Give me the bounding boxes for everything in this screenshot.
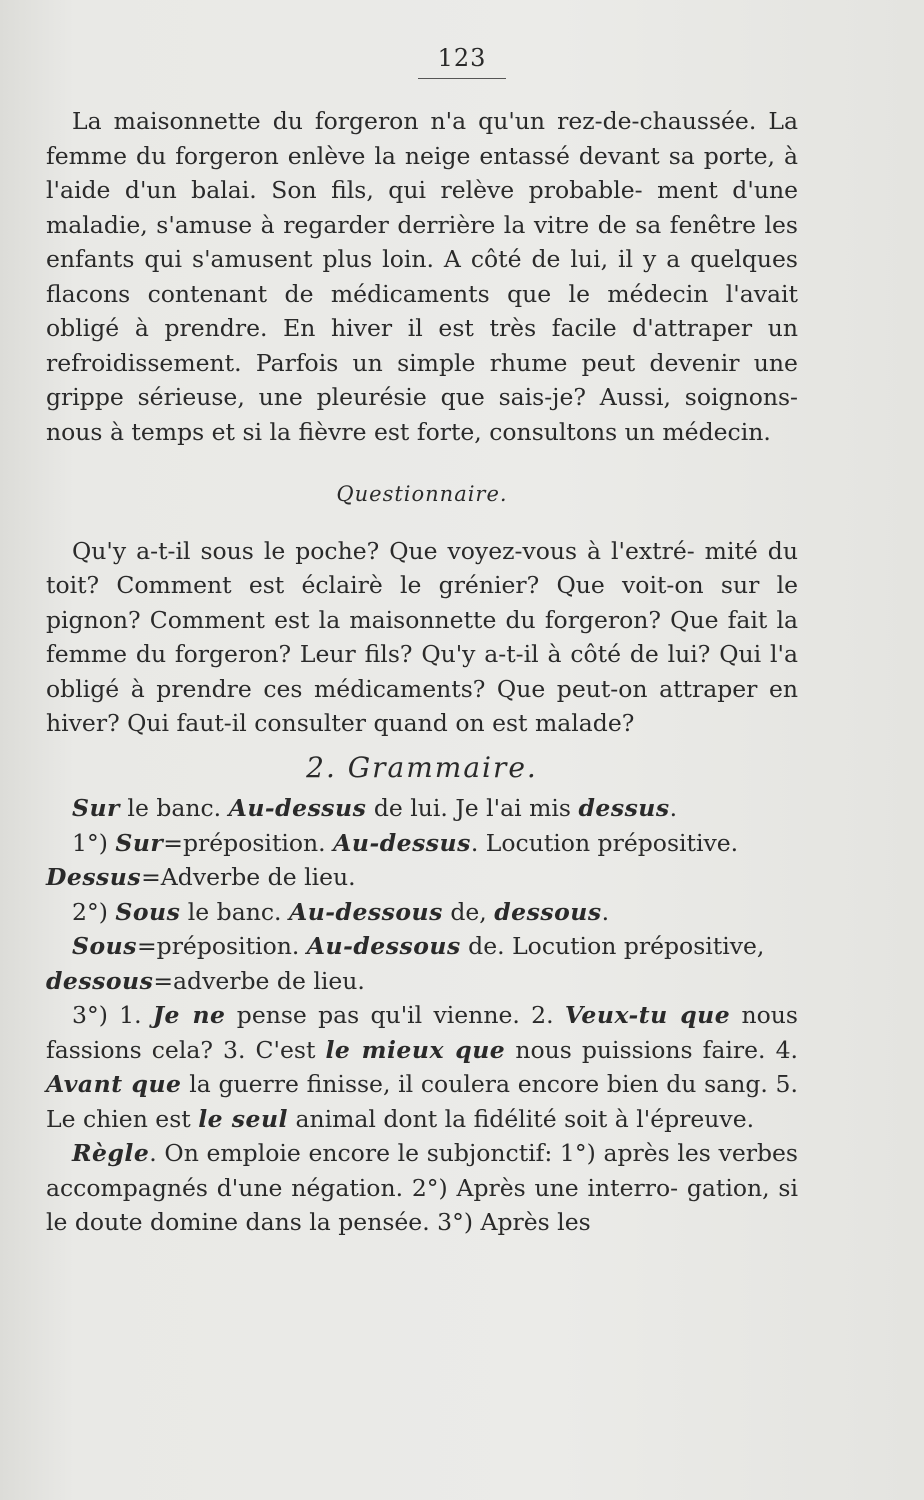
grammar-term: Avant que bbox=[46, 1070, 182, 1098]
reading-line: ment d'une maladie, s'amuse à regarder derrière la vitre bbox=[46, 176, 798, 239]
reading-line: très facile d'attraper un refroidissement. Parfois un simple bbox=[46, 314, 798, 377]
grammar-text: nous puissions faire. bbox=[505, 1035, 766, 1064]
grammar-term: dessous bbox=[46, 966, 154, 995]
questionnaire-paragraph bbox=[46, 534, 798, 741]
grammar-text: 3°) 1. bbox=[72, 1001, 153, 1029]
grammar-term: Au-dessous bbox=[288, 897, 443, 926]
questionnaire-heading: Questionnaire. bbox=[336, 482, 508, 506]
grammar-text: l'épreuve. bbox=[636, 1104, 755, 1133]
grammar-term: le mieux que bbox=[325, 1035, 506, 1064]
grammar-rule-1 bbox=[46, 826, 798, 895]
grammaire-heading: 2. Grammaire. bbox=[306, 750, 538, 784]
grammar-term: dessus bbox=[578, 794, 670, 822]
grammar-example-2 bbox=[46, 895, 798, 930]
grammar-text: de lui. Je l'ai mis bbox=[366, 794, 579, 822]
grammar-term: dessous bbox=[494, 897, 602, 926]
page-header bbox=[0, 44, 924, 79]
grammar-text: pense pas qu'il vienne. 2. bbox=[225, 1001, 565, 1029]
grammar-text: le banc. bbox=[119, 794, 229, 822]
grammar-text: animal dont la fidélité soit à bbox=[287, 1104, 629, 1133]
grammar-text: . bbox=[601, 897, 610, 926]
grammar-example-3 bbox=[46, 998, 798, 1136]
grammar-text: de. Locution prépositive, bbox=[460, 932, 765, 960]
question-line: Que fait la femme du forgeron? Leur fils? Qu'y a-t-il à bbox=[46, 605, 798, 668]
grammar-term: Au-dessus bbox=[333, 828, 471, 857]
grammar-text: gation, si le doute domine dans la pensée. 3°) Après les bbox=[46, 1173, 798, 1236]
page-content bbox=[46, 104, 798, 1240]
grammar-text: verbes accompagnés d'une négation. 2°) Après une interro- bbox=[46, 1139, 798, 1202]
grammar-rule-2 bbox=[46, 929, 798, 998]
grammar-text: la guerre finisse, il coulera encore bien du bbox=[181, 1070, 697, 1098]
grammar-text: le banc. bbox=[180, 897, 289, 926]
question-line: sur le pignon? Comment est la maisonnette du forgeron? bbox=[46, 571, 798, 634]
reading-line: que le médecin l'avait obligé à prendre. En hiver il est bbox=[46, 279, 798, 342]
grammar-text: 2°) bbox=[72, 897, 116, 926]
grammar-text: 4. bbox=[775, 1035, 798, 1064]
grammar-text: =adverbe de lieu. bbox=[153, 966, 365, 995]
grammar-example-1 bbox=[46, 791, 798, 826]
grammar-text: =préposition. bbox=[163, 828, 334, 857]
question-line: Qu'y a-t-il sous le poche? Que voyez-vous à l'extré- bbox=[72, 536, 695, 565]
question-line: Que peut-on attraper en hiver? Qui faut-il consulter quand bbox=[46, 674, 798, 737]
reading-line: forte, consultons un médecin. bbox=[416, 417, 771, 446]
grammar-text: . Locution prépositive. bbox=[470, 828, 739, 857]
grammar-term: Dessus bbox=[46, 863, 142, 891]
question-line: on est malade? bbox=[455, 709, 635, 737]
grammar-text: fassions cela? 3. C'est bbox=[46, 1035, 326, 1064]
grammar-term: Au-dessus bbox=[228, 794, 367, 822]
reading-line: La femme du forgeron enlève la neige entassé devant bbox=[46, 107, 798, 170]
grammar-term: le seul bbox=[198, 1104, 288, 1133]
grammar-text: nous bbox=[730, 1001, 798, 1029]
page-number: 123 bbox=[418, 44, 507, 79]
reading-line: La maisonnette du forgeron n'a qu'un rez-de-chaussée. bbox=[72, 107, 757, 135]
grammar-term: Veux-tu que bbox=[564, 1001, 731, 1029]
grammar-text: =Adverbe de lieu. bbox=[141, 863, 356, 891]
reading-paragraph bbox=[46, 104, 798, 449]
grammar-term: Règle bbox=[72, 1139, 150, 1167]
grammar-text: . On emploie encore le subjonctif: 1°) après les bbox=[149, 1139, 711, 1167]
question-line: côté de lui? Qui l'a obligé à prendre ces médicaments? bbox=[46, 640, 798, 703]
question-line: mité du toit? Comment est éclairè le grénier? Que voit-on bbox=[46, 536, 798, 599]
grammar-term: Je ne bbox=[152, 1001, 226, 1029]
grammar-text: =préposition. bbox=[136, 932, 307, 960]
grammar-term: Au-dessous bbox=[306, 932, 461, 960]
grammar-term: Sous bbox=[115, 897, 181, 926]
grammar-term: Sur bbox=[72, 794, 120, 822]
grammar-regle bbox=[46, 1136, 798, 1240]
reading-line: rhume peut devenir une grippe sérieuse, une pleurésie que bbox=[46, 348, 798, 411]
reading-line: de lui, il y a quelques flacons contenant de médicaments bbox=[46, 245, 798, 308]
grammar-term: Sous bbox=[72, 932, 137, 960]
reading-line: sais-je? Aussi, soignons-nous à temps et si la fièvre est bbox=[46, 383, 798, 446]
grammar-term: Sur bbox=[115, 828, 164, 857]
grammar-text: . bbox=[669, 794, 678, 822]
grammar-text: de, bbox=[442, 897, 495, 926]
reading-line: sa porte, à l'aide d'un balai. Son fils, qui relève probable- bbox=[46, 141, 798, 204]
reading-line: de sa fenêtre les enfants qui s'amusent plus loin. A côté bbox=[46, 210, 798, 273]
grammar-text: sang. 5. Le chien est bbox=[46, 1070, 798, 1133]
grammar-text: 1°) bbox=[72, 828, 116, 857]
